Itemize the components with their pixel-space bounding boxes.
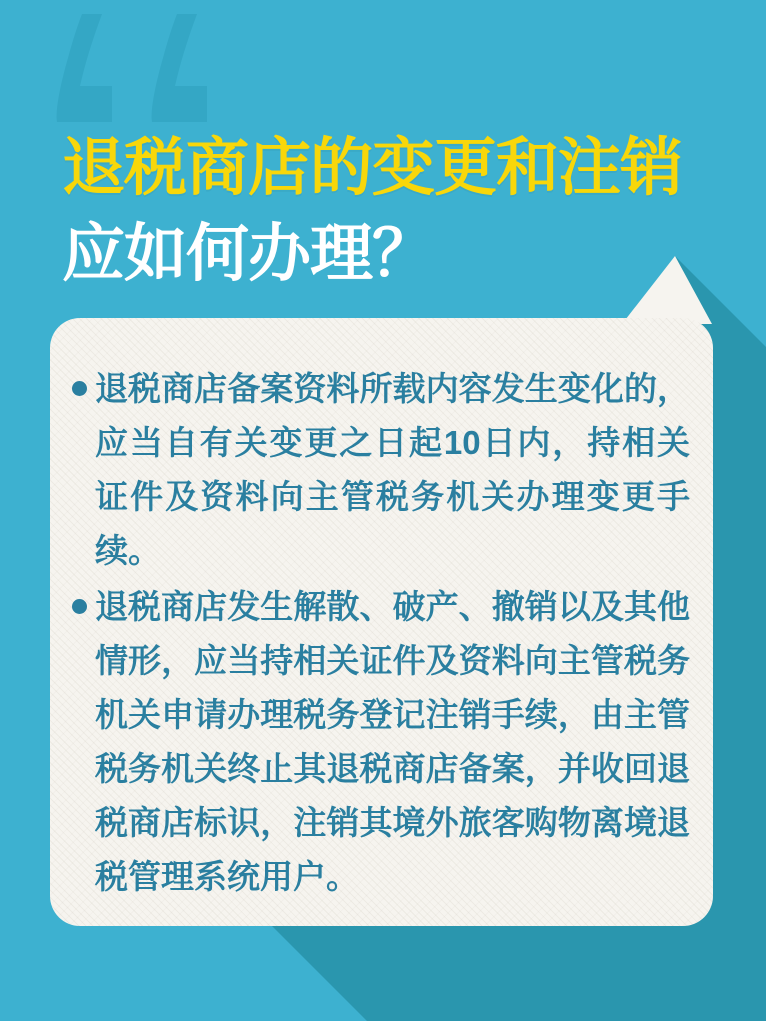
bullet-dot-icon bbox=[72, 381, 87, 396]
bullet-text: 退税商店备案资料所载内容发生变化的，应当自有关变更之日起10日内，持相关证件及资料向主管税务机关办理变更手续。 bbox=[95, 370, 690, 569]
title-line-2: 应如何办理？ bbox=[62, 219, 434, 289]
title-line-1: 退税商店的变更和注销 bbox=[62, 133, 682, 203]
bullet-text: 退税商店发生解散、破产、撤销以及其他情形，应当持相关证件及资料向主管税务机关申请办理税务登记注销手续，由主管税务机关终止其退税商店备案，并收回退税商店标识，注销其境外旅客购物离境退税管理系统用户。 bbox=[95, 588, 690, 895]
bullet-item bbox=[72, 580, 690, 904]
info-card bbox=[50, 318, 713, 926]
bullet-dot-icon bbox=[72, 599, 87, 614]
bullet-item bbox=[72, 362, 690, 578]
